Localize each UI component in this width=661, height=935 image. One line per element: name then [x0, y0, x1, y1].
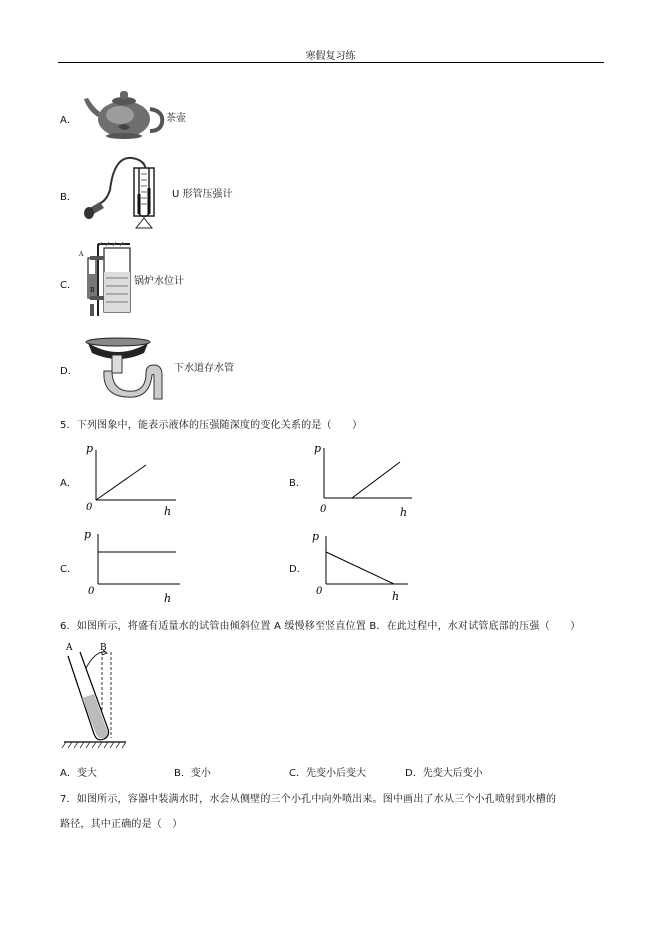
- graph-line: [352, 462, 400, 498]
- origin-label: 0: [320, 504, 327, 515]
- q7-stem-line-1: 7．如图所示，容器中装满水时，水会从侧壁的三个小孔中向外喷出来。图中画出了水从三个小孔喷射到水槽的: [60, 794, 557, 805]
- q4-option-a-label: 茶壶: [166, 113, 186, 124]
- fig-label-b: B: [100, 643, 107, 653]
- y-axis-label: p: [312, 530, 320, 543]
- x-axis-label: h: [392, 590, 400, 603]
- teapot-image: [82, 83, 166, 141]
- q6-choice-b[interactable]: [174, 764, 211, 779]
- q6-choice-d-text: 先变大后变小: [422, 768, 483, 779]
- q5-stem: 5．下列图象中，能表示液体的压强随深度的变化关系的是（ ）: [60, 420, 363, 431]
- q4-option-b-letter[interactable]: B．: [60, 192, 77, 203]
- page-header: 寒假复习练: [305, 51, 356, 62]
- x-axis-label: h: [164, 592, 172, 605]
- y-axis-label: p: [86, 442, 94, 455]
- q4-option-c-label: 锅炉水位计: [134, 276, 184, 287]
- q6-choice-a-text: 变大: [76, 768, 97, 779]
- drain-trap-image: [84, 335, 174, 401]
- q5-option-c-letter[interactable]: C．: [60, 564, 77, 575]
- u-tube-manometer-image: [82, 152, 174, 230]
- graph-line: [96, 465, 146, 500]
- q4-option-d-letter[interactable]: D．: [60, 366, 78, 377]
- q5-graph-a: [80, 436, 180, 520]
- q6-choice-a[interactable]: [60, 764, 97, 779]
- y-axis-label: p: [84, 528, 92, 541]
- q6-test-tube-figure: [60, 638, 130, 750]
- q7-stem-line-2: 路径，其中正确的是（ ）: [60, 819, 183, 830]
- x-axis-label: h: [164, 505, 172, 518]
- fig-label-a: A: [66, 643, 73, 653]
- q6-choice-b-text: 变小: [190, 768, 211, 779]
- q5-option-d-letter[interactable]: D．: [289, 564, 307, 575]
- boiler-label-b: B: [90, 287, 95, 294]
- q4-option-b-label: U 形管压强计: [172, 189, 233, 200]
- q5-graph-b: [308, 436, 418, 520]
- y-axis-label: p: [314, 442, 322, 455]
- q6-choice-d[interactable]: [405, 764, 483, 779]
- q5-option-b-letter[interactable]: B．: [289, 478, 306, 489]
- header-rule: [58, 62, 604, 63]
- q6-choice-a-letter: A．: [60, 768, 77, 779]
- q4-option-a-letter[interactable]: A．: [60, 115, 77, 126]
- q6-choice-d-letter: D．: [405, 768, 423, 779]
- q6-choice-b-letter: B．: [174, 768, 191, 779]
- q6-choice-c-text: 先变小后变大: [305, 768, 366, 779]
- q5-option-a-letter[interactable]: A．: [60, 478, 77, 489]
- graph-line: [326, 552, 394, 584]
- boiler-label-a: A: [79, 251, 84, 258]
- origin-label: 0: [88, 586, 95, 597]
- q6-stem: 6．如图所示，将盛有适量水的试管由倾斜位置 A 缓慢移至竖直位置 B．在此过程中，水对试管底部的压强（ ）: [60, 621, 581, 632]
- q4-option-d-label: 下水道存水管: [174, 363, 234, 374]
- q5-graph-c: [80, 524, 184, 606]
- q6-choice-c-letter: C．: [289, 768, 306, 779]
- q6-choice-c[interactable]: [289, 764, 366, 779]
- origin-label: 0: [86, 502, 93, 513]
- x-axis-label: h: [400, 506, 408, 519]
- boiler-level-gauge-image: [76, 238, 134, 320]
- q4-option-c-letter[interactable]: C．: [60, 280, 77, 291]
- q5-graph-d: [308, 526, 418, 606]
- origin-label: 0: [316, 586, 323, 597]
